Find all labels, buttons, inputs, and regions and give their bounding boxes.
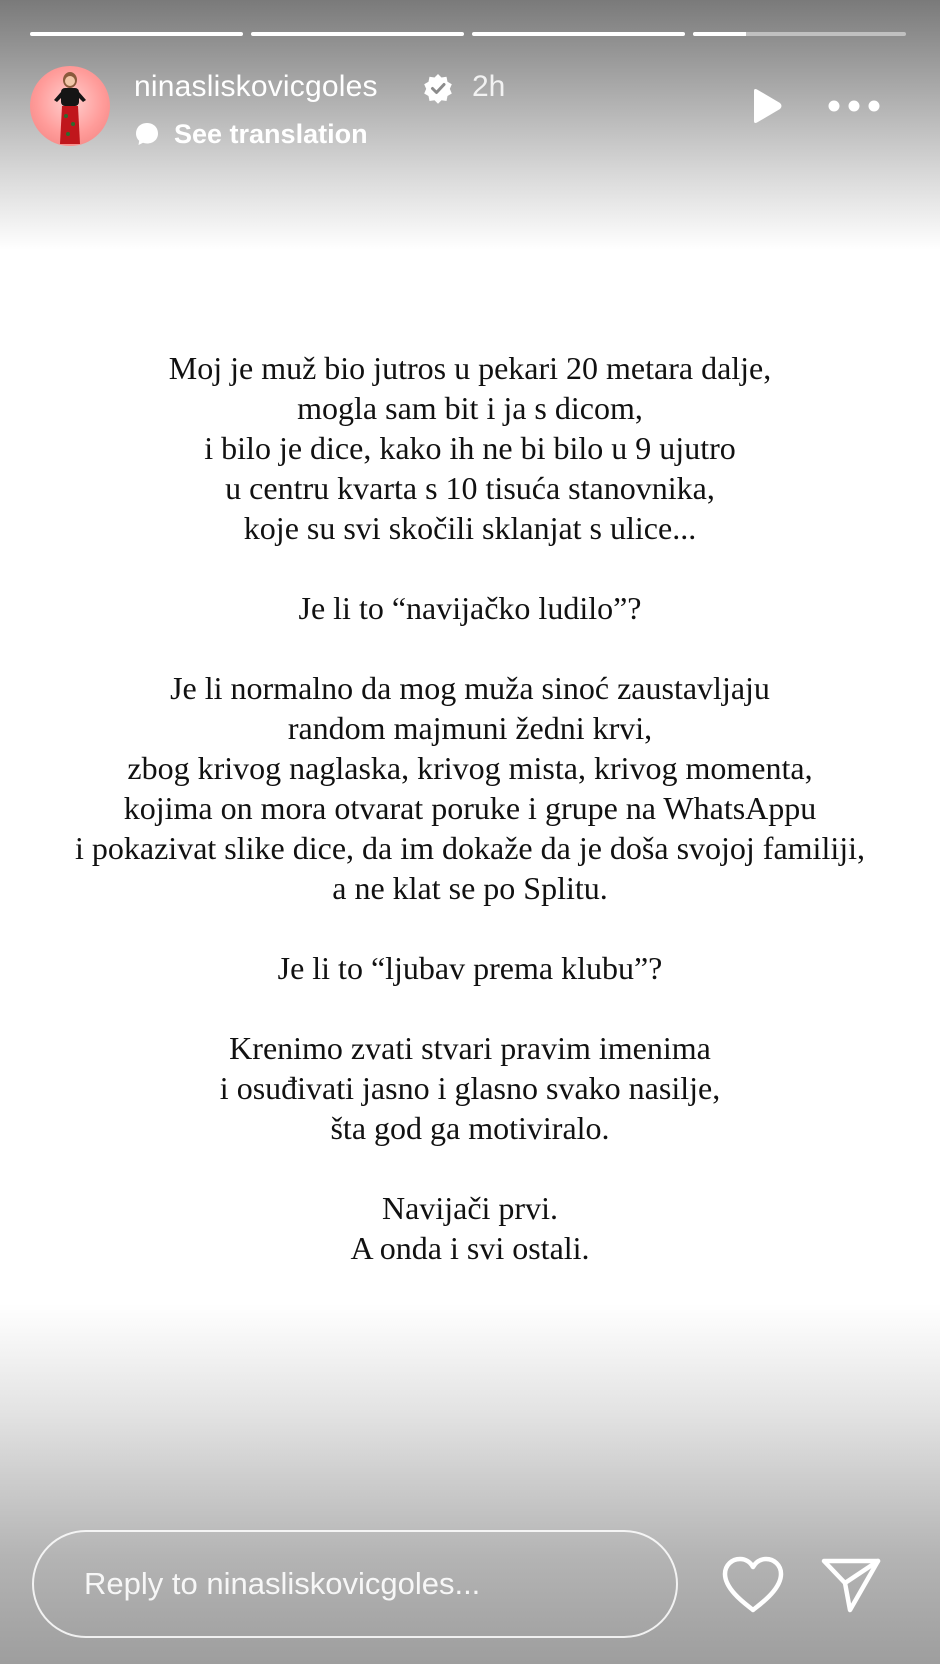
- progress-segment: [693, 32, 906, 36]
- reply-placeholder: Reply to ninasliskovicgoles...: [84, 1566, 481, 1601]
- story-line: Je li to “ljubav prema klubu”?: [277, 950, 663, 986]
- heart-icon[interactable]: [720, 1555, 786, 1615]
- story-line: kojima on mora otvarat poruke i grupe na WhatsAppu: [123, 790, 817, 826]
- story-line: Navijači prvi.: [382, 1190, 558, 1226]
- story-line: Je li normalno da mog muža sinoć zaustavljaju: [170, 670, 770, 706]
- story-line: mogla sam bit i ja s dicom,: [297, 390, 643, 426]
- story-paragraph: [0, 348, 940, 548]
- story-line: i pokazivat slike dice, da im dokaže da je doša svojoj familiji,: [75, 830, 865, 866]
- progress-segment: [472, 32, 685, 36]
- more-options-icon[interactable]: [824, 90, 884, 122]
- story-line: šta god ga motiviralo.: [330, 1110, 610, 1146]
- story-line: Je li to “navijačko ludilo”?: [298, 590, 642, 626]
- story-line: i osuđivati jasno i glasno svako nasilje,: [219, 1070, 721, 1106]
- story-text: [0, 348, 940, 1308]
- progress-segment: [251, 32, 464, 36]
- progress-segment-fill: [693, 32, 746, 36]
- progress-segment-fill: [472, 32, 685, 36]
- story-line: i bilo je dice, kako ih ne bi bilo u 9 ujutro: [204, 430, 736, 466]
- story-line: u centru kvarta s 10 tisuća stanovnika,: [225, 470, 715, 506]
- author-username[interactable]: ninasliskovicgoles: [134, 70, 378, 103]
- progress-segment: [30, 32, 243, 36]
- story-header: [30, 66, 910, 156]
- play-icon[interactable]: [746, 86, 786, 126]
- story-line: A onda i svi ostali.: [350, 1230, 590, 1266]
- story-line: Moj je muž bio jutros u pekari 20 metara dalje,: [168, 350, 772, 386]
- see-translation-link[interactable]: [134, 116, 368, 152]
- story-line: a ne klat se po Splitu.: [332, 870, 608, 906]
- translation-bubble-icon: [134, 121, 160, 147]
- story-paragraph: [0, 1028, 940, 1148]
- verified-badge-icon: [422, 72, 454, 104]
- story-line: random majmuni žedni krvi,: [287, 710, 653, 746]
- story-line: koje su svi skočili sklanjat s ulice...: [243, 510, 697, 546]
- reply-input[interactable]: [32, 1530, 678, 1638]
- progress-segment-fill: [251, 32, 464, 36]
- story-paragraph: [0, 588, 940, 628]
- post-time: 2h: [472, 70, 506, 103]
- story-progress-bars: [30, 32, 906, 37]
- story-line: Krenimo zvati stvari pravim imenima: [229, 1030, 711, 1066]
- see-translation-label: See translation: [174, 118, 368, 149]
- story-line: zbog krivog naglaska, krivog mista, krivog momenta,: [127, 750, 813, 786]
- story-paragraph: [0, 948, 940, 988]
- send-icon[interactable]: [820, 1556, 882, 1614]
- progress-segment-fill: [30, 32, 243, 36]
- avatar[interactable]: [30, 66, 110, 146]
- story-paragraph: [0, 668, 940, 908]
- avatar-image: [30, 66, 110, 146]
- story-paragraph: [0, 1188, 940, 1268]
